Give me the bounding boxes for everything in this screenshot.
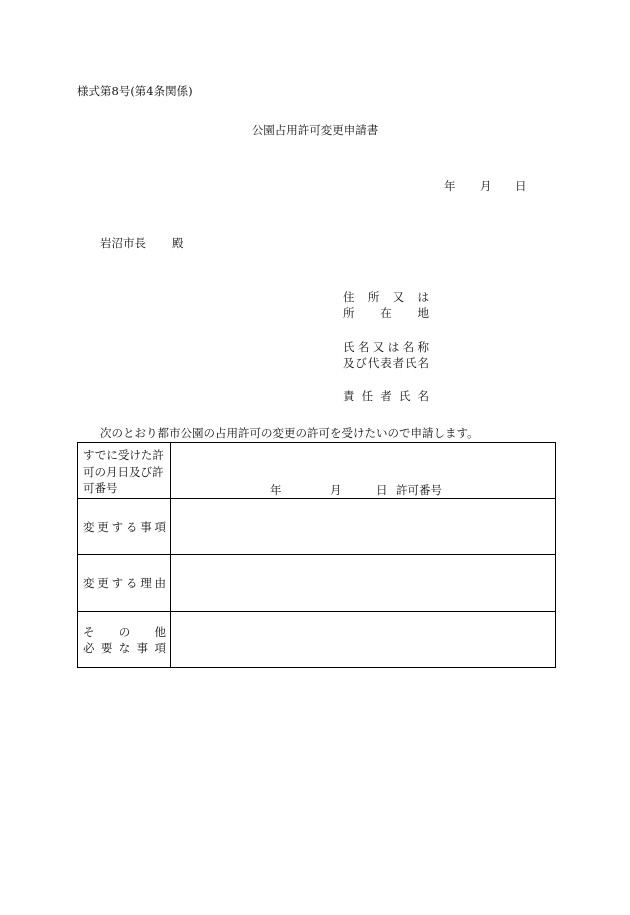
change-reason-value-cell — [171, 555, 555, 611]
application-statement: 次のとおり都市公園の占用許可の変更の許可を受けたいので申請します。 — [100, 426, 479, 440]
form-number: 様式第8号(第4条関係) — [77, 84, 193, 98]
row-label-line: すでに受けた許 — [83, 448, 164, 462]
permit-day-label: 日 — [376, 483, 388, 497]
row-label-line: 変更する理由 — [83, 576, 166, 590]
date-month-label: 月 — [480, 179, 492, 193]
applicant-address-label-line-2: 所在地 — [343, 306, 429, 320]
table-row-previous-permit — [78, 443, 555, 499]
date-year-label: 年 — [444, 179, 456, 193]
row-label-cell — [78, 612, 171, 667]
other-matters-value-cell — [171, 612, 555, 667]
date-day-label: 日 — [515, 179, 527, 193]
applicant-responsible-person-label: 責任者氏名 — [343, 389, 429, 403]
document-title: 公園占用許可変更申請書 — [251, 123, 379, 137]
application-table — [77, 442, 556, 668]
applicant-name-label-line-2: 及び代表者氏名 — [343, 356, 429, 370]
row-label-cell — [78, 443, 171, 498]
row-label-line: 変更する事項 — [83, 520, 166, 534]
row-label-line: 可番号 — [83, 481, 118, 495]
applicant-address-label-line-1: 住所又は — [343, 290, 429, 304]
row-label-line: 可の月日及び許 — [83, 464, 164, 479]
row-label-line: その他 — [83, 625, 166, 639]
row-label-line: 必要な事項 — [83, 641, 166, 655]
table-row-change-items — [78, 499, 555, 555]
applicant-name-label-line-1: 氏名又は名称 — [343, 340, 429, 354]
table-row-change-reason — [78, 555, 555, 612]
row-label-cell — [78, 499, 171, 554]
previous-permit-value-cell — [171, 443, 555, 498]
row-label-cell — [78, 555, 171, 611]
table-row-other-matters — [78, 612, 555, 667]
permit-year-label: 年 — [270, 483, 282, 497]
permit-number-label: 許可番号 — [396, 483, 442, 497]
addressee-honorific: 殿 — [172, 236, 184, 250]
addressee-name: 岩沼市長 — [100, 236, 146, 250]
change-items-value-cell — [171, 499, 555, 554]
permit-month-label: 月 — [330, 483, 342, 497]
